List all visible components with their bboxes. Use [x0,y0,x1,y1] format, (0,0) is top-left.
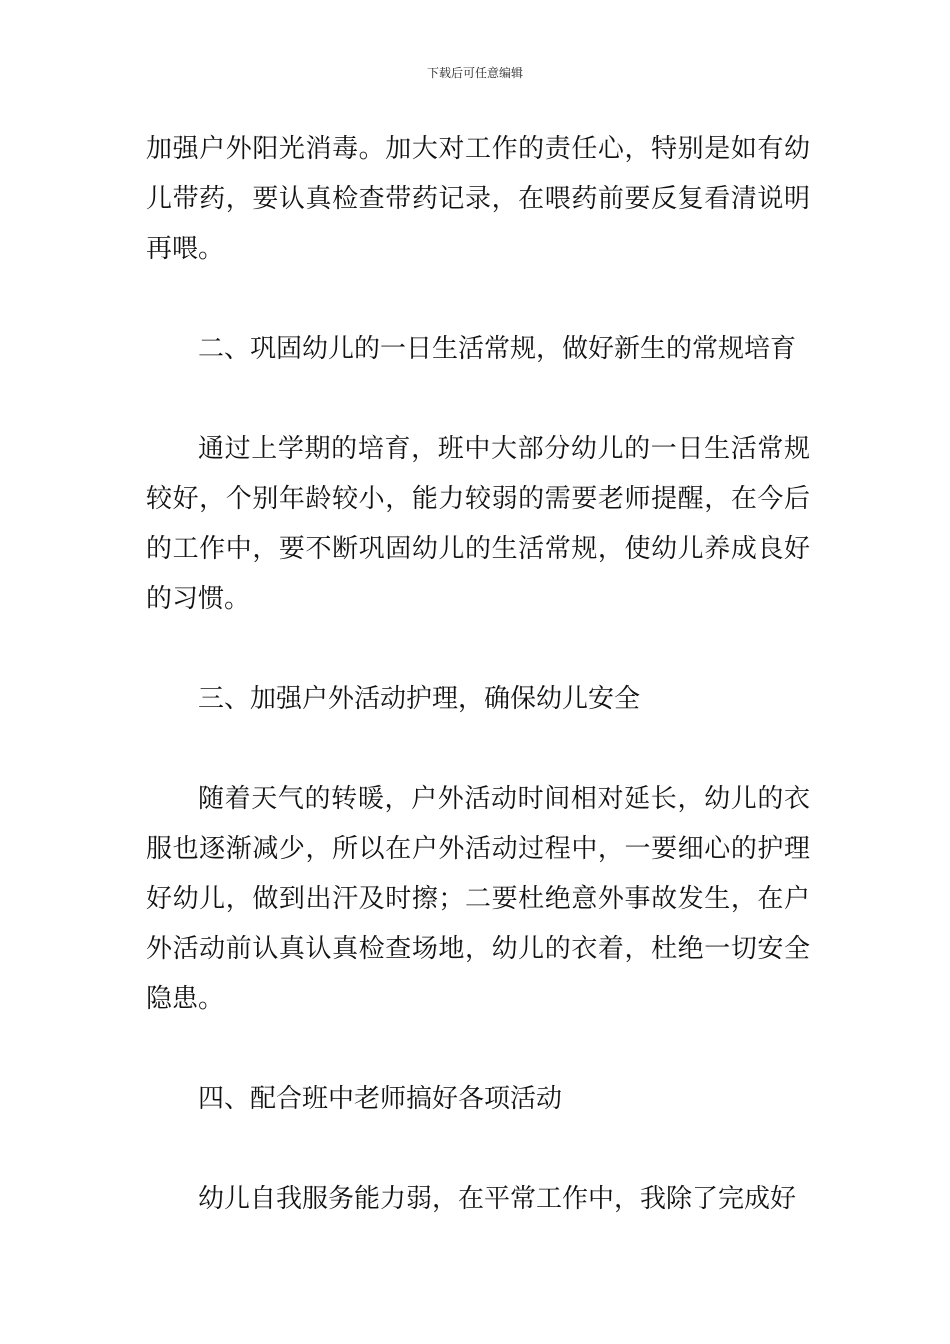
section-heading-2: 二、巩固幼儿的一日生活常规，做好新生的常规培育 [198,334,797,364]
document-body [146,124,810,1224]
paragraph-gap [146,274,810,324]
section-heading-4: 四、配合班中老师搞好各项活动 [198,1084,563,1114]
paragraph-routine: 通过上学期的培育，班中大部分幼儿的一日生活常规较好，个别年龄较小，能力较弱的需要老师提醒，在今后的工作中，要不断巩固幼儿的生活常规，使幼儿养成良好的习惯。 [146,434,810,614]
paragraph-gap [146,1024,810,1074]
paragraph-gap [146,724,810,774]
paragraph-disinfection: 加强户外阳光消毒。加大对工作的责任心，特别是如有幼儿带药，要认真检查带药记录，在喂药前要反复看清说明再喂。 [146,134,810,264]
paragraph-self-service: 幼儿自我服务能力弱，在平常工作中，我除了完成好 [198,1184,797,1214]
header-note: 下载后可任意编辑 [426,66,523,80]
paragraph-gap [146,374,810,424]
paragraph-gap [146,1124,810,1174]
paragraph-gap [146,624,810,674]
section-heading-3: 三、加强户外活动护理，确保幼儿安全 [198,684,641,714]
paragraph-outdoor-safety: 随着天气的转暖，户外活动时间相对延长，幼儿的衣服也逐渐减少，所以在户外活动过程中，一要细心的护理好幼儿，做到出汗及时擦；二要杜绝意外事故发生，在户外活动前认真认真检查场地，幼儿的衣着，杜绝一切安全隐患。 [146,784,810,1014]
